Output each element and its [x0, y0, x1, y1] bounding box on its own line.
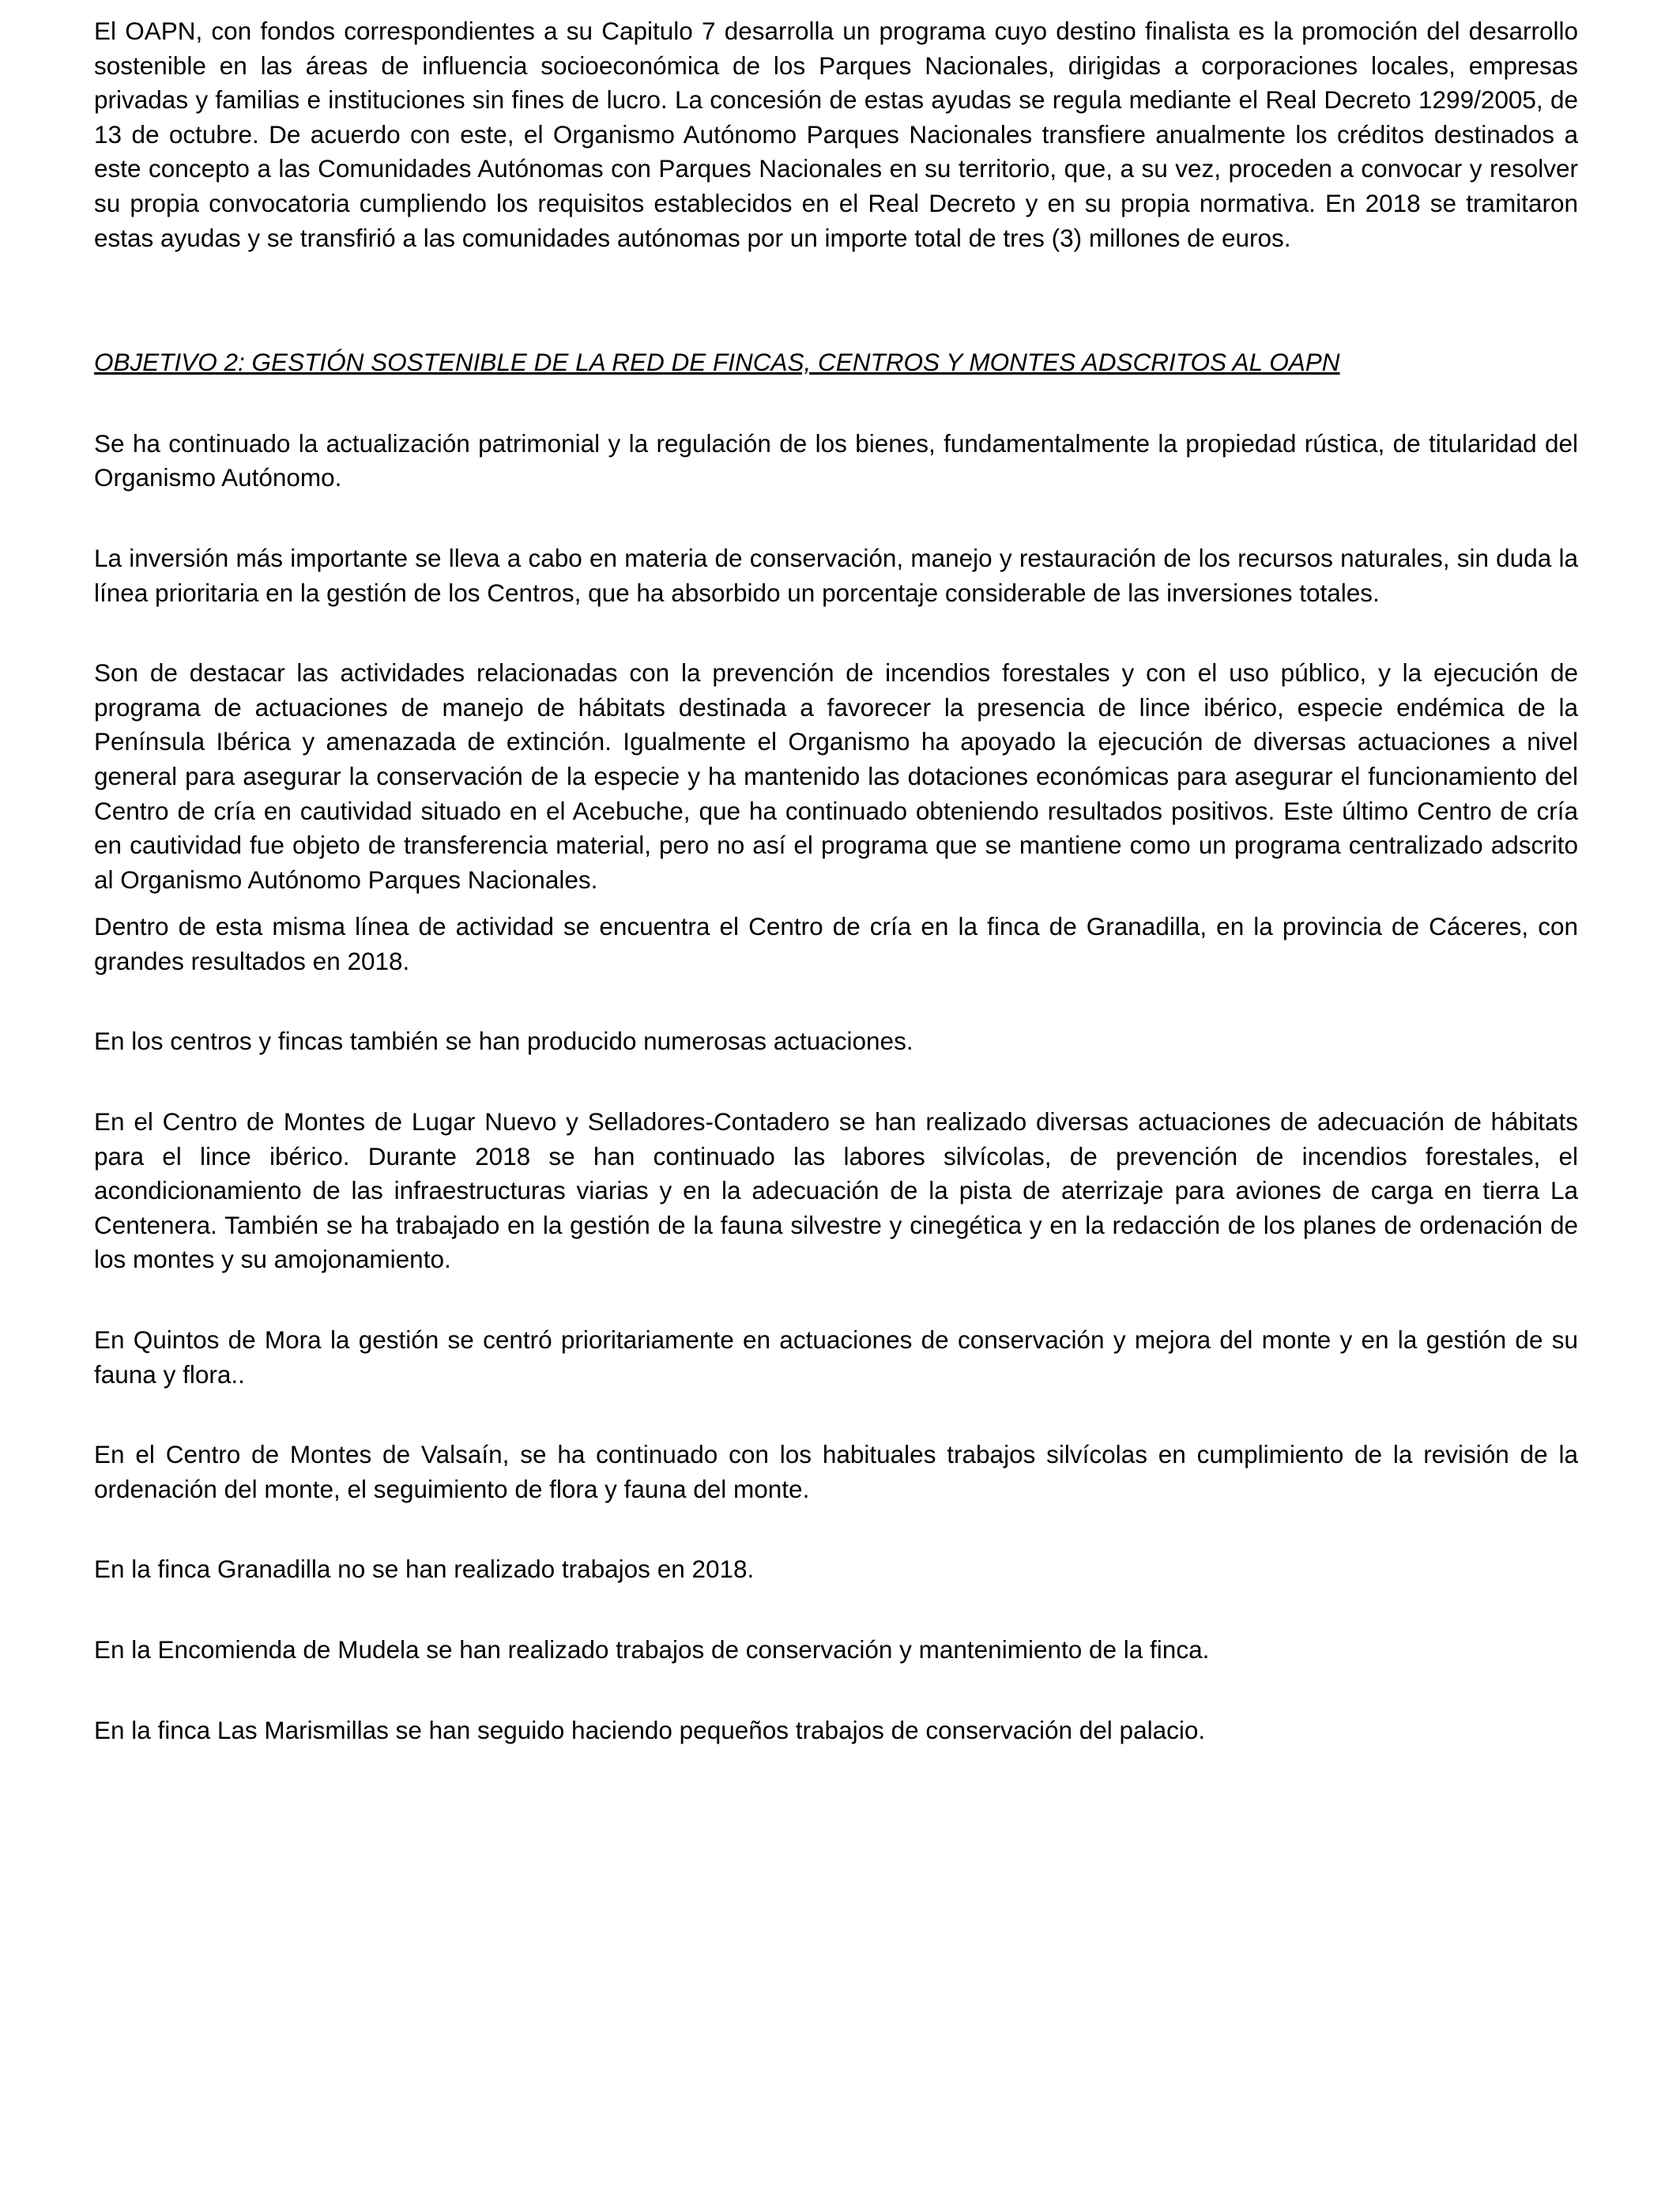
- paragraph-granadilla-cria: Dentro de esta misma línea de actividad se encuentra el Centro de cría en la finca de Granadilla, en la provincia de Cáceres, con grandes resultados en 2018.: [94, 912, 1578, 975]
- paragraph-encomienda-mudela: En la Encomienda de Mudela se han realizado trabajos de conservación y mantenimiento de la finca.: [94, 1635, 1210, 1664]
- paragraph-finca-granadilla: En la finca Granadilla no se han realizado trabajos en 2018.: [94, 1555, 755, 1584]
- intro-paragraph: El OAPN, con fondos correspondientes a su Capitulo 7 desarrolla un programa cuyo destino finalista es la promoción del desarrollo sostenible en las áreas de influencia socioeconómica de los Parques Nacionales, dirigidas a corporaciones locales, empresas privadas y familias e instituciones sin fines de lucro. La concesión de estas ayudas se regula mediante el Real Decreto 1299/2005, de 13 de octubre. De acuerdo con este, el Organismo Autónomo Parques Nacionales transfiere anualmente los créditos destinados a este concepto a las Comunidades Autónomas con Parques Nacionales en su territorio, que, a su vez, proceden a convocar y resolver su propia convocatoria cumpliendo los requisitos establecidos en el Real Decreto y en su propia normativa. En 2018 se tramitaron estas ayudas y se transfirió a las comunidades autónomas por un importe total de tres (3) millones de euros.: [94, 17, 1578, 252]
- paragraph-valsain: En el Centro de Montes de Valsaín, se ha continuado con los habituales trabajos silvícolas en cumplimiento de la revisión de la ordenación del monte, el seguimiento de flora y fauna del monte.: [94, 1440, 1578, 1503]
- paragraph-patrimonio: Se ha continuado la actualización patrimonial y la regulación de los bienes, fundamentalmente la propiedad rústica, de titularidad del Organismo Autónomo.: [94, 428, 1578, 492]
- paragraph-incendios-lince: Son de destacar las actividades relacionadas con la prevención de incendios forestales y con el uso público, y la ejecución de programa de actuaciones de manejo de hábitats destinada a favorecer la presencia de lince ibérico, especie endémica de la Península Ibérica y amenazada de extinción. Igualmente el Organismo ha apoyado la ejecución de diversas actuaciones a nivel general para asegurar la conservación de la especie y ha mantenido las dotaciones económicas para asegurar el funcionamiento del Centro de cría en cautividad situado en el Acebuche, que ha continuado obteniendo resultados positivos. Este último Centro de cría en cautividad fue objeto de transferencia material, pero no así el programa que se mantiene como un programa centralizado adscrito al Organismo Autónomo Parques Nacionales.: [94, 658, 1578, 894]
- paragraph-quintos-de-mora: En Quintos de Mora la gestión se centró prioritariamente en actuaciones de conservación y mejora del monte y en la gestión de su fauna y flora..: [94, 1325, 1578, 1389]
- paragraph-marismillas: En la finca Las Marismillas se han seguido haciendo pequeños trabajos de conservación del palacio.: [94, 1715, 1206, 1744]
- section-heading: OBJETIVO 2: GESTIÓN SOSTENIBLE DE LA RED DE FINCAS, CENTROS Y MONTES ADSCRITOS AL OAPN: [94, 348, 1340, 377]
- paragraph-inversion: La inversión más importante se lleva a cabo en materia de conservación, manejo y restauración de los recursos naturales, sin duda la línea prioritaria en la gestión de los Centros, que ha absorbido un porcentaje considerable de las inversiones totales.: [94, 543, 1578, 607]
- document-page: [94, 14, 1578, 1747]
- paragraph-lugar-nuevo: En el Centro de Montes de Lugar Nuevo y Selladores-Contadero se han realizado diversas actuaciones de adecuación de hábitats para el lince ibérico. Durante 2018 se han continuado las labores silvícolas, de prevención de incendios forestales, el acondicionamiento de las infraestructuras viarias y en la adecuación de la pista de aterrizaje para aviones de carga en tierra La Centenera. También se ha trabajado en la gestión de la fauna silvestre y cinegética y en la redacción de los planes de ordenación de los montes y su amojonamiento.: [94, 1107, 1578, 1274]
- paragraph-centros-fincas: En los centros y fincas también se han producido numerosas actuaciones.: [94, 1027, 913, 1056]
